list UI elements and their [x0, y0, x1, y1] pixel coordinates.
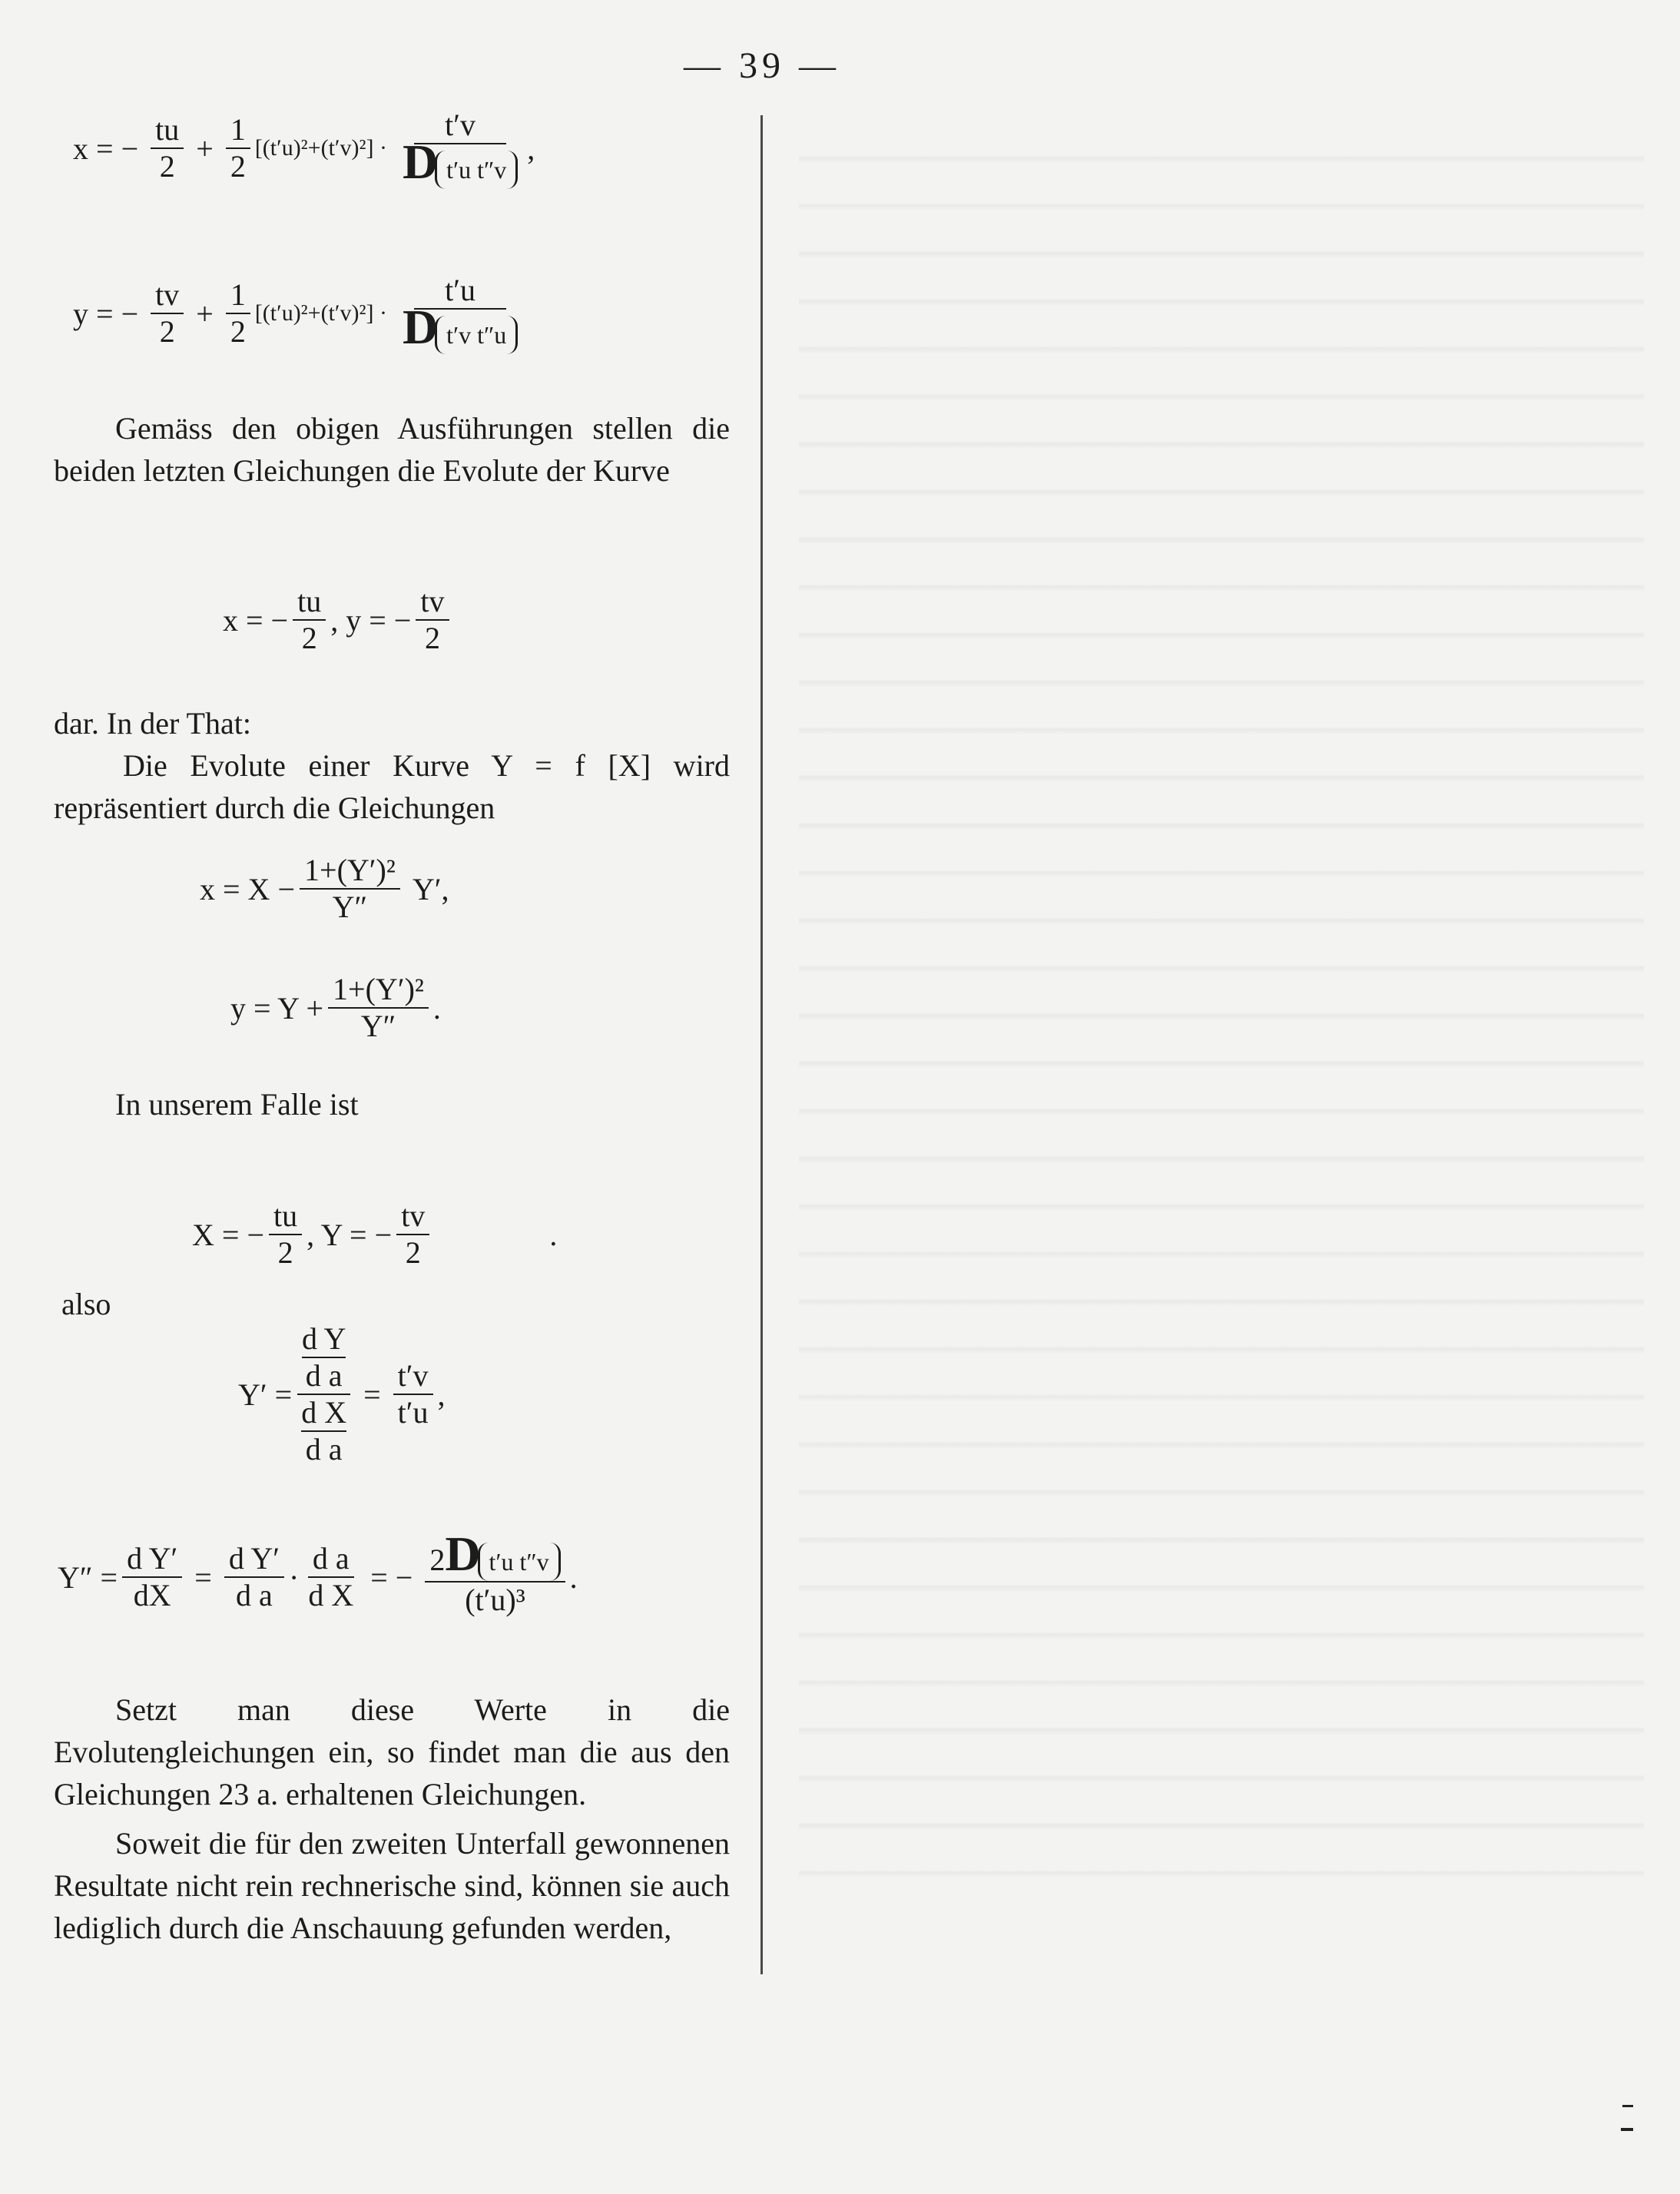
determinant: t′u t″v: [435, 151, 518, 189]
fraction: $\frac{\text{1+(Y′)²}}{Y''}$: [328, 972, 429, 1044]
determinant: t′v t″u: [435, 316, 518, 354]
fraction: $\frac{\text{d a}}{\text{d X}}$: [308, 1541, 354, 1612]
fraction: $\frac{1}{2}$: [226, 112, 250, 184]
margin-mark: [1622, 2105, 1633, 2107]
word-also: also: [61, 1287, 111, 1321]
fraction: $\frac{t'u}{\text{D t′v t″u}}$: [398, 273, 522, 354]
determinant: t′u t″v: [478, 1543, 561, 1581]
fraction: $\frac{tv}{2}$: [396, 1198, 429, 1271]
bracket-term: [(t′u)²+(t′v)²] ·: [254, 300, 387, 326]
paragraph-6: Soweit die für den zweiten Unterfall gewonnenen Resultate nicht rein rechnerische sind, können sie auch lediglich durch die Anschauung gefunden werden,: [54, 1826, 730, 1945]
bleed-through-background: [799, 115, 1644, 1882]
compound-fraction: d Y d a d X d a: [297, 1321, 351, 1467]
margin-mark: [1621, 2128, 1633, 2131]
fraction: $\frac{tv}{2}$: [416, 584, 449, 656]
formula-general-y: y = Y + $\frac{\text{1+(Y′)²}}{Y''}$ .: [230, 972, 441, 1043]
lhs: y =: [73, 296, 114, 331]
fraction: $\frac{t'v}{t'u}$: [393, 1358, 433, 1430]
fraction: $\frac{\text{1+(Y′)²}}{Y''}$: [300, 853, 400, 925]
fraction: $\frac{tu}{2}$: [293, 584, 326, 656]
formula-case: X = − $\frac{tu}{2}$ , Y = − $\frac{tv}{2}$ .: [192, 1198, 558, 1270]
paragraph-2: dar. In der That:: [54, 706, 251, 741]
formula-y-double-prime: Y″ = $\frac{\text{d Y′}}{dX}$ = $\frac{\text{d Y′}}{\text{d a}}$ · $\frac{\text{d a}}{\text{d X}}$ = − $\frac{\text{2D t′u t″v}}{\text{(t′u)³}}$ .: [58, 1526, 578, 1617]
fraction: $\frac{\text{d Y′}}{dX}$: [122, 1541, 182, 1613]
paragraph-1: Gemäss den obigen Ausführungen stellen die beiden letzten Gleichungen die Evolute der Kurve: [54, 411, 730, 488]
determinant-symbol: D: [402, 300, 434, 354]
formula-evolute: x = − $\frac{tu}{2}$ , y = − $\frac{tv}{2}$: [223, 584, 454, 656]
fraction: $\frac{tv}{2}$: [151, 277, 184, 350]
fraction: $\frac{1}{2}$: [226, 277, 250, 350]
formula-x: x = − $\frac{tu}{2}$ + $\frac{1}{2}$ [(t′u)²+(t′v)²] · $\frac{t'v}{\text{D t′u t″v}}$ ,: [73, 108, 535, 189]
paragraph-3: Die Evolute einer Kurve Y = f [X] wird repräsentiert durch die Gleichungen: [54, 748, 730, 825]
formula-y-prime: Y′ = d Y d a d X d a = $\frac{t'v}{t'u}$ ,: [238, 1321, 446, 1467]
paragraph-5: Setzt man diese Werte in die Evolutengleichungen ein, so findet man die aus den Gleichungen 23 a. erhaltenen Gleichungen.: [54, 1692, 730, 1811]
formula-y: y = − $\frac{tv}{2}$ + $\frac{1}{2}$ [(t′u)²+(t′v)²] · $\frac{t'u}{\text{D t′v t″u}}$: [73, 273, 527, 354]
bracket-term: [(t′u)²+(t′v)²] ·: [254, 135, 387, 161]
fraction: $\frac{t'v}{\text{D t′u t″v}}$: [398, 108, 522, 189]
determinant-symbol: D: [445, 1526, 476, 1581]
fraction: $\frac{\text{d Y′}}{\text{d a}}$: [224, 1541, 284, 1613]
fraction: $\frac{tu}{2}$: [269, 1198, 302, 1271]
formula-general-x: x = X − $\frac{\text{1+(Y′)²}}{Y''}$ Y′,: [200, 853, 449, 924]
fraction: $\frac{tu}{2}$: [151, 112, 184, 184]
paragraph-4: In unserem Falle ist: [115, 1087, 359, 1122]
page-number: — 39 —: [684, 45, 840, 86]
determinant-symbol: D: [402, 134, 434, 189]
column-divider: [760, 115, 763, 1974]
fraction: $\frac{\text{2D t′u t″v}}{\text{(t′u)³}}$: [425, 1536, 565, 1618]
lhs: x =: [73, 131, 114, 166]
